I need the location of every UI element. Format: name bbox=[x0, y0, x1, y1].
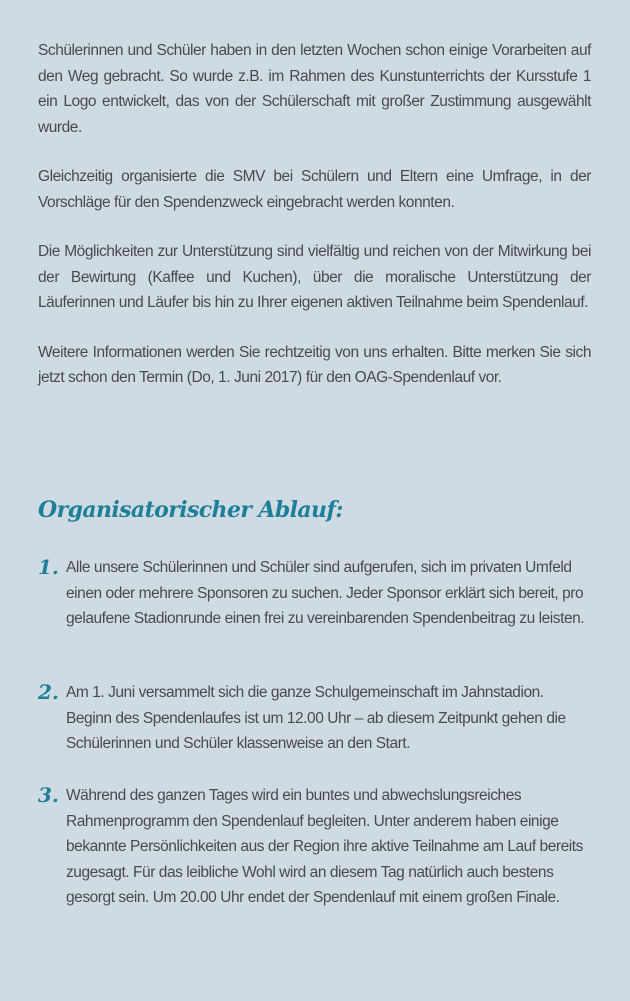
list-item bbox=[38, 680, 588, 757]
step-number: 3. bbox=[38, 783, 59, 807]
step-text: Während des ganzen Tages wird ein buntes und abwechslungsreiches Rahmenprogramm den Spendenlauf begleiten. Unter anderem haben einige bekannte Persönlichkeiten aus der Region ihre aktive Teilnahme am Lauf bereits zugesagt. Für das leibliche Wohl wird an diesem Tag natürlich auch bestens gesorgt sein. Um 20.00 Uhr endet der Spendenlauf mit einem großen Finale. bbox=[66, 787, 583, 906]
intro-paragraph: Schülerinnen und Schüler haben in den letzten Wochen schon einige Vorarbeiten auf den Weg gebracht. So wurde z.B. im Rahmen des Kunstunterrichts der Kursstufe 1 ein Logo entwickelt, das von der Schülerschaft mit großer Zustimmung ausgewählt wurde. bbox=[38, 42, 591, 136]
intro-paragraph: Weitere Informationen werden Sie rechtzeitig von uns erhalten. Bitte merken Sie sich jetzt schon den Termin (Do, 1. Juni 2017) für den OAG-Spendenlauf vor. bbox=[38, 343, 591, 386]
step-number: 2. bbox=[38, 680, 59, 704]
intro-paragraph: Gleichzeitig organisierte die SMV bei Schülern und Eltern eine Umfrage, in der Vorschläge für den Spendenzweck eingebracht werden konnten. bbox=[38, 168, 591, 211]
intro-text bbox=[38, 38, 591, 415]
intro-paragraph: Die Möglichkeiten zur Unterstützung sind vielfältig und reichen von der Mitwirkung bei der Bewirtung (Kaffee und Kuchen), über die moralische Unterstützung der Läuferinnen und Läufer bis hin zu Ihrer eigenen aktiven Teilnahme beim Spendenlauf. bbox=[38, 243, 591, 311]
list-item bbox=[38, 555, 588, 632]
section-heading: Organisatorischer Ablauf: bbox=[38, 497, 343, 523]
step-number: 1. bbox=[38, 555, 59, 579]
list-item bbox=[38, 783, 588, 911]
step-text: Alle unsere Schülerinnen und Schüler sind aufgerufen, sich im privaten Umfeld einen oder mehrere Sponsoren zu suchen. Jeder Sponsor erklärt sich bereit, pro gelaufene Stadionrunde einen frei zu vereinbarenden Spendenbeitrag zu leisten. bbox=[66, 559, 585, 627]
step-text: Am 1. Juni versammelt sich die ganze Schulgemeinschaft im Jahnstadion. Beginn des Spendenlaufes ist um 12.00 Uhr – ab diesem Zeitpunkt gehen die Schülerinnen und Schüler klassenweise an den Start. bbox=[66, 684, 566, 752]
